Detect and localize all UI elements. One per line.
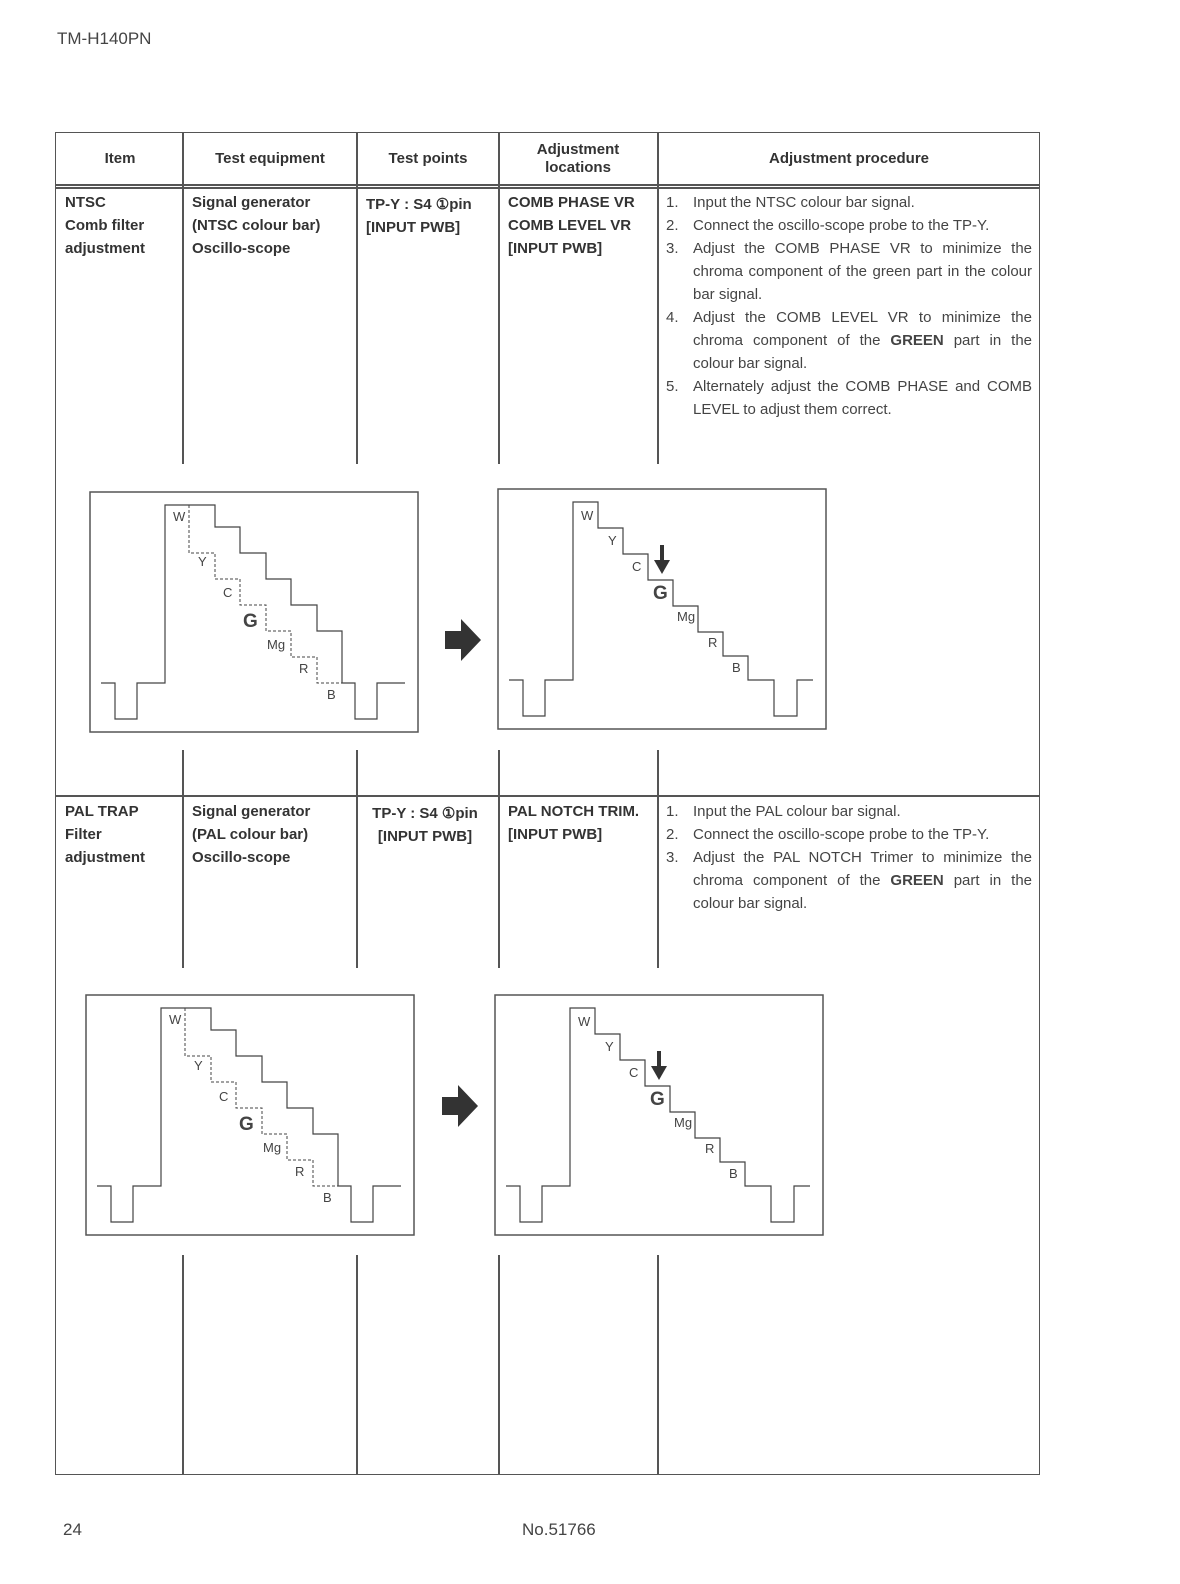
label-g: G — [239, 1114, 254, 1135]
label-y: Y — [608, 533, 617, 548]
label-w: W — [578, 1014, 591, 1029]
label-b: B — [323, 1190, 332, 1205]
procedure-step: 3. Adjust the COMB PHASE VR to minimize the chroma component of the green part in the colour bar signal. — [666, 240, 1032, 303]
label-w: W — [169, 1012, 182, 1027]
page-number: 24 — [63, 1520, 82, 1539]
label-w: W — [173, 509, 186, 524]
label-w: W — [581, 508, 594, 523]
procedure-step: 1. Input the NTSC colour bar signal. — [666, 194, 915, 211]
model-number: TM-H140PN — [57, 29, 152, 48]
label-g: G — [653, 583, 668, 604]
ntsc-procedure — [666, 191, 1032, 421]
ntsc-test-equipment: Signal generator (NTSC colour bar) Oscillo-scope — [192, 194, 321, 257]
pal-procedure — [666, 800, 1032, 915]
label-y: Y — [194, 1058, 203, 1073]
col-divider — [182, 1255, 184, 1475]
ntsc-waveform-after — [497, 488, 828, 732]
ntsc-test-points: TP-Y : S4 ①pin [INPUT PWB] — [366, 196, 472, 236]
label-c: C — [629, 1065, 639, 1080]
procedure-step: 1. Input the PAL colour bar signal. — [666, 803, 901, 820]
procedure-step: 2. Connect the oscillo-scope probe to the TP-Y. — [666, 217, 990, 234]
label-mg: Mg — [267, 637, 286, 652]
label-b: B — [732, 660, 741, 675]
label-r: R — [705, 1141, 715, 1156]
right-arrow-icon — [443, 617, 483, 663]
header-test-equipment: Test equipment — [215, 150, 325, 167]
header-adjustment-locations: Adjustment locations — [536, 141, 620, 176]
right-arrow-icon — [440, 1083, 480, 1129]
col-divider — [498, 132, 500, 464]
label-mg: Mg — [674, 1115, 693, 1130]
pal-waveform-after — [494, 994, 825, 1238]
ntsc-waveform-before — [89, 491, 420, 735]
header-adjustment-procedure: Adjustment procedure — [768, 150, 930, 167]
header-item: Item — [104, 150, 136, 167]
label-c: C — [219, 1089, 229, 1104]
label-b: B — [327, 687, 336, 702]
col-divider — [657, 750, 659, 968]
label-y: Y — [198, 554, 207, 569]
row-divider — [55, 795, 1040, 797]
label-r: R — [295, 1164, 305, 1179]
procedure-step: 4. Adjust the COMB LEVEL VR to minimize the chroma component of the GREEN part in the colour bar signal. — [666, 309, 1032, 372]
label-mg: Mg — [263, 1140, 282, 1155]
header-test-points: Test points — [388, 150, 468, 167]
col-divider — [657, 1255, 659, 1475]
procedure-step: 3. Adjust the PAL NOTCH Trimer to minimize the chroma component of the GREEN part in the colour bar signal. — [666, 849, 1032, 912]
col-divider — [498, 1255, 500, 1475]
procedure-step: 2. Connect the oscillo-scope probe to the TP-Y. — [666, 826, 990, 843]
col-divider — [356, 750, 358, 968]
document-number: No.51766 — [522, 1520, 596, 1539]
header-bottom-rule-2 — [55, 187, 1040, 189]
down-arrow-icon — [651, 1051, 667, 1080]
down-arrow-icon — [654, 545, 670, 574]
header-bottom-rule — [55, 184, 1040, 186]
label-g: G — [650, 1089, 665, 1110]
label-y: Y — [605, 1039, 614, 1054]
pal-waveform-before — [85, 994, 416, 1238]
col-divider — [657, 132, 659, 464]
col-divider — [356, 1255, 358, 1475]
label-g: G — [243, 611, 258, 632]
label-c: C — [632, 559, 642, 574]
ntsc-adjustment-locations: COMB PHASE VR COMB LEVEL VR [INPUT PWB] — [508, 194, 635, 257]
pal-adjustment-locations: PAL NOTCH TRIM. [INPUT PWB] — [508, 803, 640, 843]
ntsc-item: NTSC Comb filter adjustment — [65, 194, 146, 257]
label-r: R — [708, 635, 718, 650]
label-b: B — [729, 1166, 738, 1181]
label-c: C — [223, 585, 233, 600]
pal-test-equipment: Signal generator (PAL colour bar) Oscillo-scope — [192, 803, 311, 866]
col-divider — [356, 132, 358, 464]
col-divider — [182, 132, 184, 464]
label-r: R — [299, 661, 309, 676]
pal-item: PAL TRAP Filter adjustment — [65, 803, 146, 866]
col-divider — [182, 750, 184, 968]
procedure-step: 5. Alternately adjust the COMB PHASE and COMB LEVEL to adjust them correct. — [666, 378, 1032, 418]
col-divider — [498, 750, 500, 968]
pal-test-points: TP-Y : S4 ①pin [INPUT PWB] — [372, 805, 478, 845]
label-mg: Mg — [677, 609, 696, 624]
